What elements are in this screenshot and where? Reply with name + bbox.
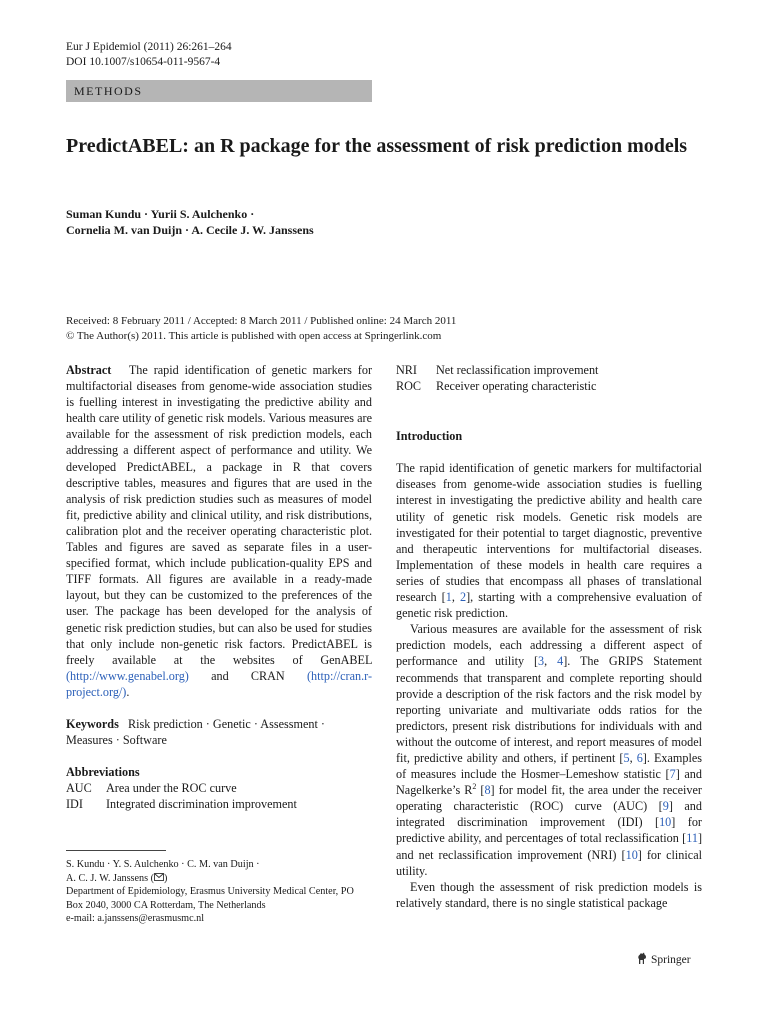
publisher-footer bbox=[636, 951, 691, 968]
affiliation-names-2-text: A. C. J. W. Janssens ( bbox=[66, 872, 155, 884]
intro-p2-text: ] and net reclassification improvement (NRI) [ bbox=[396, 831, 702, 862]
abstract-text: The rapid identification of genetic markers for multifactorial diseases from genome-wide association studies is fuelling interest in investigating the predictive ability and health care utility of genetic risk models. Various measures are available for the assessment of risk prediction models, each addressing a different aspect of performance and utility. We developed PredictABEL, a package in R that covers descriptive tables, measures and figures that are used in the analysis of risk prediction studies such as measures of model fit, predictive ability and clinical utility, and risk distributions, calibration plot and the receiver operating characteristic plot. Tables and figures are saved as separate files in a user-specified format, which include publication-quality EPS and TIFF formats. All figures are available in a ready-made layout, but they can be customized to the preferences of the user. The package has been developed for the analysis of genetic risk prediction studies, but can also be used for studies that only include non-genetic risk factors. PredictABEL is freely available at the websites of GenABEL bbox=[66, 363, 372, 667]
affiliation-email[interactable]: e-mail: a.janssens@erasmusmc.nl bbox=[66, 913, 205, 924]
article-title: PredictABEL: an R package for the assessment of risk prediction models bbox=[66, 135, 688, 157]
abbr-term: ROC bbox=[396, 379, 422, 394]
keywords bbox=[66, 716, 372, 748]
intro-p2-text-end: ] for clinical utility. bbox=[396, 847, 702, 878]
citation-link[interactable]: 9 bbox=[662, 799, 669, 814]
intro-p2-text: [ bbox=[476, 783, 485, 798]
abstract-label: Abstract bbox=[66, 363, 112, 377]
intro-p2-text: ] and integrated discrimination improvement (IDI) [ bbox=[396, 799, 702, 830]
affiliation-department: Department of Epidemiology, Erasmus University Medical Center, PO Box 2040, 3000 CA Rotterdam, The Netherlands bbox=[66, 886, 354, 911]
abbr-definition: Net reclassification improvement bbox=[436, 363, 599, 377]
authors-line-1: Suman Kundu · Yurii S. Aulchenko · bbox=[66, 207, 255, 221]
introduction-heading: Introduction bbox=[396, 429, 463, 444]
intro-p1-sep: , bbox=[451, 590, 460, 605]
citation-link[interactable]: 2 bbox=[459, 590, 467, 605]
envelope-icon bbox=[154, 873, 164, 881]
intro-paragraph-3: Even though the assessment of risk prediction models is relatively standard, there is no single statistical package bbox=[396, 879, 702, 910]
intro-paragraph-2 bbox=[396, 621, 702, 879]
author-affiliation bbox=[66, 858, 372, 926]
abstract-end: . bbox=[126, 684, 130, 699]
table-row bbox=[396, 362, 598, 378]
history-dates: Received: 8 February 2011 / Accepted: 8 March 2011 / Published online: 24 March 2011 bbox=[66, 315, 457, 327]
citation-link[interactable]: 10 bbox=[625, 847, 638, 862]
author-list bbox=[66, 206, 706, 238]
abbreviations-table-right bbox=[396, 362, 598, 394]
citation-link[interactable]: 7 bbox=[669, 767, 676, 782]
intro-p2-text: ]. Examples of measures include the Hosmer–Lemeshow statistic [ bbox=[396, 750, 703, 782]
table-row bbox=[66, 796, 297, 812]
intro-p1-text-end: ], starting with a comprehensive evaluation of genetic risk prediction. bbox=[396, 590, 702, 621]
left-column bbox=[66, 362, 372, 812]
journal-doi: DOI 10.1007/s10654-011-9567-4 bbox=[66, 56, 221, 68]
keywords-text: Risk prediction · Genetic · Assessment · Measures · Software bbox=[66, 716, 325, 748]
abbr-term: AUC bbox=[66, 781, 92, 796]
abbr-definition: Area under the ROC curve bbox=[106, 781, 237, 796]
citation-link[interactable]: 1 bbox=[445, 590, 452, 605]
abbr-definition: Receiver operating characteristic bbox=[436, 379, 597, 394]
cran-link[interactable]: (http://cran.r-project.org/) bbox=[66, 668, 373, 699]
abstract bbox=[66, 362, 372, 700]
article-history bbox=[66, 314, 706, 344]
intro-p2-text: ] for model fit, the area under the receiver operating characteristic (ROC) curve (AUC) [ bbox=[396, 783, 702, 814]
genabel-link[interactable]: (http://www.genabel.org) bbox=[66, 668, 189, 683]
affiliation-names-1: S. Kundu · Y. S. Aulchenko · C. M. van Duijn · bbox=[66, 859, 260, 870]
citation-link[interactable]: 4 bbox=[557, 654, 564, 669]
citation-link[interactable]: 10 bbox=[659, 815, 672, 830]
citation-link[interactable]: 3 bbox=[538, 654, 545, 669]
intro-p2-sep: , bbox=[544, 654, 558, 669]
table-row bbox=[396, 378, 598, 394]
abbr-term: IDI bbox=[66, 797, 83, 812]
intro-p2-text: Various measures are available for the assessment of risk prediction models, each addressing a different aspect of performance and utility [ bbox=[396, 622, 702, 669]
keywords-label: Keywords bbox=[66, 716, 119, 731]
citation-link[interactable]: 6 bbox=[636, 750, 643, 765]
abbr-definition: Integrated discrimination improvement bbox=[106, 797, 297, 812]
springer-horse-icon bbox=[636, 951, 648, 965]
table-row bbox=[66, 780, 297, 796]
citation-link[interactable]: 8 bbox=[484, 783, 491, 798]
publisher-name: Springer bbox=[651, 954, 691, 966]
section-label: METHODS bbox=[66, 80, 372, 102]
copyright-line: © The Author(s) 2011. This article is published with open access at Springerlink.com bbox=[66, 330, 442, 342]
abbr-term: NRI bbox=[396, 363, 417, 377]
authors-line-2: Cornelia M. van Duijn · A. Cecile J. W. Janssens bbox=[66, 223, 314, 237]
intro-p1-text: The rapid identification of genetic markers for multifactorial diseases from genome-wide association studies is fuelling interest in investigating the predictive ability and health care utility of genetic risk models. Genetic risk models are investigated for their potential to target diagnostic, preventive and therapeutic interventions for multifactorial diseases. Implementation of these models in health care requires a series of studies that encompass all phases of translational research [ bbox=[396, 461, 702, 605]
intro-p2-text: ] for predictive ability, and percentages of total reclassification [ bbox=[396, 815, 702, 846]
citation-link[interactable]: 5 bbox=[623, 750, 630, 765]
intro-p2-sep: , bbox=[629, 750, 637, 765]
abbreviations-heading: Abbreviations bbox=[66, 765, 140, 780]
intro-p2-text: ]. The GRIPS Statement recommends that transparent and complete reporting should provide a description of the risk factors and the risk model by reporting univariate and multivariate odds ratios for the predictors, present risk distributions for individuals with and without the outcome of interest, and report measures of model fit, predictive ability and others, if pertinent [ bbox=[396, 654, 702, 765]
affiliation-names-2 bbox=[66, 872, 372, 886]
intro-p2-text: ] and Nagelkerke’s R bbox=[396, 767, 702, 798]
journal-header bbox=[66, 40, 232, 70]
citation-link[interactable]: 11 bbox=[686, 831, 698, 846]
abbreviations-table-left bbox=[66, 780, 297, 812]
affiliation-names-2-end: ) bbox=[164, 872, 168, 884]
abstract-and-text: and CRAN bbox=[211, 668, 285, 683]
superscript: 2 bbox=[472, 782, 477, 792]
footnote-divider bbox=[66, 850, 166, 851]
right-column bbox=[396, 362, 702, 911]
journal-citation: Eur J Epidemiol (2011) 26:261–264 bbox=[66, 41, 232, 53]
intro-paragraph-1 bbox=[396, 460, 702, 621]
